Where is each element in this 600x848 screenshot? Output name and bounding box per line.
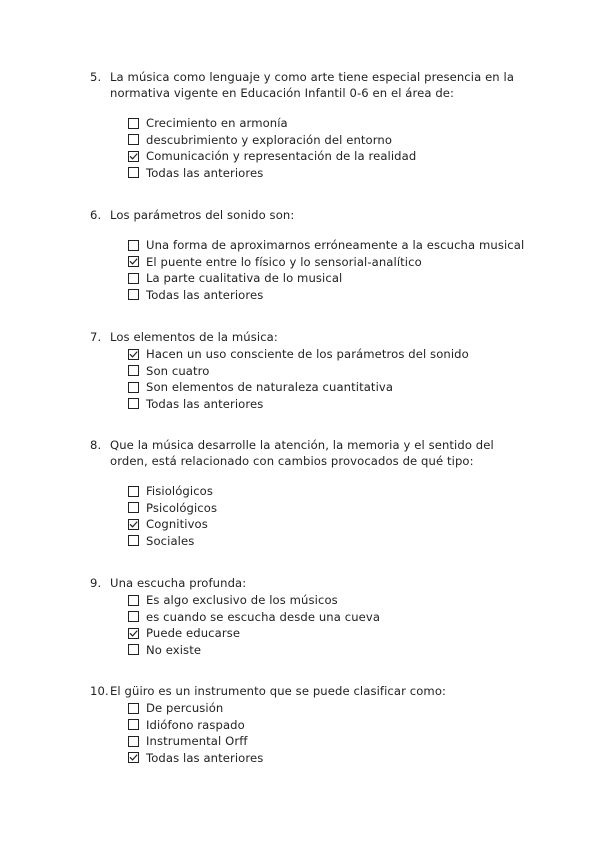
checkmark-icon [128,628,139,639]
checkbox-checked[interactable] [128,752,139,763]
question-9 [90,575,530,658]
option-label: Es algo exclusivo de los músicos [146,593,338,608]
checkbox-checked[interactable] [128,628,139,639]
option-label: Todas las anteriores [146,396,264,411]
option-label: No existe [146,642,202,657]
option-label: Comunicación y representación de la realidad [146,149,417,164]
option[interactable] [128,115,530,132]
checkmark-icon [128,519,139,530]
checkbox[interactable] [128,118,139,129]
checkbox[interactable] [128,719,139,730]
option-label: Cognitivos [146,517,208,532]
option[interactable] [128,363,530,380]
option[interactable] [128,237,530,254]
option[interactable] [128,346,530,363]
option-label: Son elementos de naturaleza cuantitativa [146,380,394,395]
option[interactable] [128,609,530,626]
checkmark-icon [128,256,139,267]
option[interactable] [128,270,530,287]
options-list [90,483,530,549]
checkmark-icon [128,752,139,763]
option-label: Todas las anteriores [146,165,264,180]
option-label: Todas las anteriores [146,287,264,302]
checkbox-checked[interactable] [128,519,139,530]
option[interactable] [128,132,530,149]
option[interactable] [128,592,530,609]
question-8 [90,437,530,549]
question-text [90,683,530,699]
checkbox[interactable] [128,595,139,606]
option[interactable] [128,625,530,642]
question-number: 9. [90,576,102,590]
checkbox-checked[interactable] [128,256,139,267]
options-list [90,115,530,181]
question-number: 10. [90,684,109,698]
option-label: Psicológicos [146,500,218,515]
question-number: 6. [90,208,102,222]
question-5 [90,69,530,181]
question-text [90,207,530,223]
checkbox[interactable] [128,703,139,714]
option[interactable] [128,287,530,304]
checkbox[interactable] [128,398,139,409]
options-list [90,592,530,658]
options-list [90,700,530,766]
checkbox[interactable] [128,134,139,145]
checkbox[interactable] [128,535,139,546]
question-number: 8. [90,438,102,452]
question-number: 5. [90,70,102,84]
question-text [90,329,530,345]
question-text [90,437,530,469]
checkmark-icon [128,349,139,360]
question-prompt: Los parámetros del sonido son: [110,208,295,222]
option-label: Sociales [146,533,195,548]
option-label: La parte cualitativa de lo musical [146,271,343,286]
option[interactable] [128,396,530,413]
question-6 [90,207,530,303]
option[interactable] [128,700,530,717]
option-label: Son cuatro [146,363,210,378]
option-label: De percusión [146,701,224,716]
option-label: es cuando se escucha desde una cueva [146,609,381,624]
options-list [90,346,530,412]
option[interactable] [128,642,530,659]
checkbox[interactable] [128,611,139,622]
option[interactable] [128,165,530,182]
question-10 [90,683,530,766]
checkbox[interactable] [128,382,139,393]
checkbox[interactable] [128,736,139,747]
option[interactable] [128,733,530,750]
option[interactable] [128,500,530,517]
question-prompt: Una escucha profunda: [110,576,247,590]
option[interactable] [128,483,530,500]
question-text [90,69,530,101]
checkbox[interactable] [128,486,139,497]
checkbox[interactable] [128,167,139,178]
checkmark-icon [128,151,139,162]
checkbox-checked[interactable] [128,349,139,360]
option[interactable] [128,379,530,396]
option[interactable] [128,533,530,550]
option-label: Hacen un uso consciente de los parámetros del sonido [146,347,469,362]
option-label: Una forma de aproximarnos erróneamente a la escucha musical [146,238,525,253]
checkbox[interactable] [128,240,139,251]
question-text [90,575,530,591]
option-label: Fisiológicos [146,484,214,499]
option-label: Idiófono raspado [146,717,245,732]
question-prompt: El güiro es un instrumento que se puede clasificar como: [110,684,447,698]
options-list [90,237,530,303]
checkbox-checked[interactable] [128,151,139,162]
option[interactable] [128,750,530,767]
checkbox[interactable] [128,365,139,376]
question-number: 7. [90,330,102,344]
option[interactable] [128,717,530,734]
option-label: Todas las anteriores [146,750,264,765]
option-label: Instrumental Orff [146,734,248,749]
question-prompt: Que la música desarrolle la atención, la memoria y el sentido del orden, está relacionado con cambios provocados de qué tipo: [110,438,494,468]
option-label: Puede educarse [146,626,241,641]
checkbox[interactable] [128,273,139,284]
question-prompt: Los elementos de la música: [110,330,278,344]
option[interactable] [128,148,530,165]
option-label: descubrimiento y exploración del entorno [146,132,393,147]
option-label: El puente entre lo físico y lo sensorial-analítico [146,254,422,269]
checkbox[interactable] [128,289,139,300]
checkbox[interactable] [128,644,139,655]
option[interactable] [128,516,530,533]
option[interactable] [128,254,530,271]
checkbox[interactable] [128,502,139,513]
question-7 [90,329,530,412]
option-label: Crecimiento en armonía [146,116,288,131]
question-prompt: La música como lenguaje y como arte tiene especial presencia en la normativa vigente en Educación Infantil 0-6 en el área de: [110,70,515,100]
